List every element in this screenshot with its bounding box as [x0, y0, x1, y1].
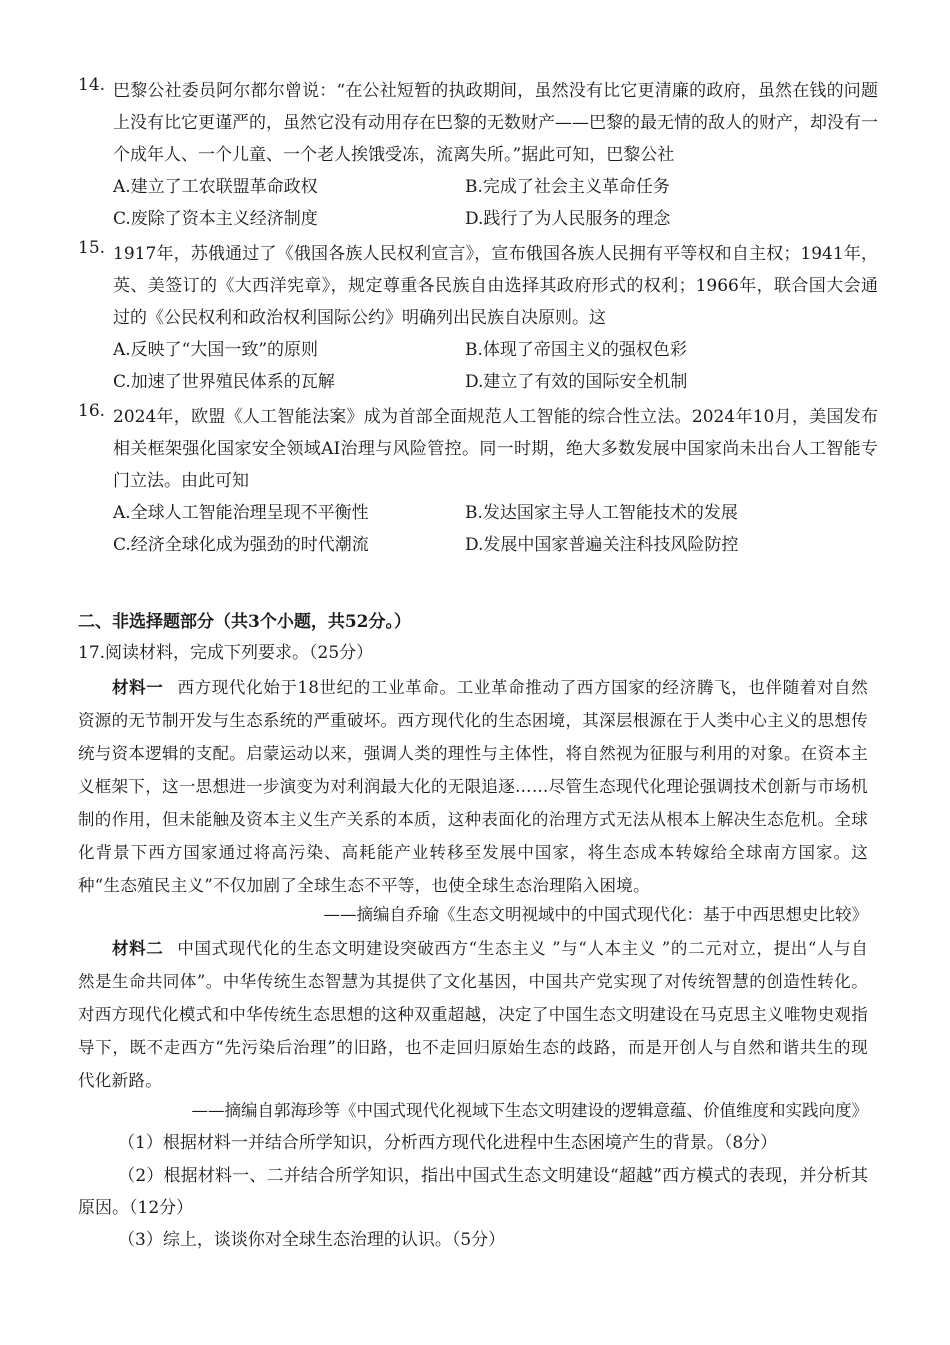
question-stem: 2024年，欧盟《人工智能法案》成为首部全面规范人工智能的综合性立法。2024年10月，美国发布相关框架强化国家安全领域AI治理与风险管控。同一时期，绝大多数发展中国家尚未出台人工智能专门立法。由此可知: [113, 407, 878, 491]
material-one-source: ——摘编自乔瑜《生态文明视域中的中国式现代化：基于中西思想史比较》: [323, 905, 868, 924]
material-label: 材料一: [112, 678, 164, 697]
question-stem: 1917年，苏俄通过了《俄国各族人民权利宣言》，宣布俄国各族人民拥有平等权和自主权；1941年，英、美签订的《大西洋宪章》，规定尊重各民族自由选择其政府形式的权利；1966年，联合国大会通过的《公民权利和政治权利国际公约》明确列出民族自决原则。这: [113, 244, 878, 328]
material-label: 材料二: [112, 939, 164, 958]
option-d: D.建立了有效的国际安全机制: [465, 372, 688, 392]
question-15: [78, 238, 878, 398]
material-one: [78, 671, 868, 902]
option-b: B.发达国家主导人工智能技术的发展: [465, 503, 738, 523]
option-c: C.经济全球化成为强劲的时代潮流: [113, 535, 369, 555]
question-number: 16.: [78, 401, 106, 421]
material-text: 中国式现代化的生态文明建设突破西方“生态主义 ”与“人本主义 ”的二元对立，提出“人与自然是生命共同体”。中华传统生态智慧为其提供了文化基因，中国共产党实现了对传统智慧的创造性转化。对西方现代化模式和中华传统生态思想的这种双重超越，决定了中国生态文明建设在马克思主义唯物史观指导下，既不走西方“先污染后治理”的旧路，也不走回归原始生态的歧路，而是开创人与自然和谐共生的现代化新路。: [78, 939, 868, 1090]
option-a: A.建立了工农联盟革命政权: [113, 177, 318, 197]
option-d: D.践行了为人民服务的理念: [465, 209, 671, 229]
option-a: A.反映了“大国一致”的原则: [113, 340, 319, 360]
material-two-source: ——摘编自郭海珍等《中国式现代化视域下生态文明建设的逻辑意蕴、价值维度和实践向度》: [191, 1101, 868, 1120]
options: [113, 171, 878, 235]
option-b: B.体现了帝国主义的强权色彩: [465, 340, 687, 360]
material-text: 西方现代化始于18世纪的工业革命。工业革命推动了西方国家的经济腾飞，也伴随着对自然资源的无节制开发与生态系统的严重破坏。西方现代化的生态困境，其深层根源在于人类中心主义的思想传统与资本逻辑的支配。启蒙运动以来，强调人类的理性与主体性，将自然视为征服与利用的对象。在资本主义框架下，这一思想进一步演变为对利润最大化的无限追逐……尽管生态现代化理论强调技术创新与市场机制的作用，但未能触及资本主义生产关系的本质，这种表面化的治理方式无法从根本上解决生态危机。全球化背景下西方国家通过将高污染、高耗能产业转移至发展中国家，将生态成本转嫁给全球南方国家。这种“生态殖民主义”不仅加剧了全球生态不平等，也使全球生态治理陷入困境。: [78, 678, 869, 895]
sub-question-3: （3）综上，谈谈你对全球生态治理的认识。（5分）: [118, 1230, 506, 1250]
options: [113, 334, 878, 398]
option-b: B.完成了社会主义革命任务: [465, 177, 670, 197]
option-d: D.发展中国家普遍关注科技风险防控: [465, 535, 739, 555]
question-17-header: 17.阅读材料，完成下列要求。（25分）: [78, 643, 374, 663]
question-14: [78, 75, 878, 235]
sub-question-2: （2）根据材料一、二并结合所学知识，指出中国式生态文明建设“超越”西方模式的表现，并分析其原因。（12分）: [78, 1166, 868, 1218]
question-number: 14.: [78, 75, 106, 95]
option-c: C.废除了资本主义经济制度: [113, 209, 318, 229]
question-number: 15.: [78, 238, 106, 258]
section-title: 二、非选择题部分（共3个小题，共52分。）: [78, 612, 411, 632]
question-16: [78, 401, 878, 561]
option-a: A.全球人工智能治理呈现不平衡性: [113, 503, 369, 523]
question-stem: 巴黎公社委员阿尔都尔曾说：“在公社短暂的执政期间，虽然没有比它更清廉的政府，虽然在钱的问题上没有比它更谨严的，虽然它没有动用存在巴黎的无数财产——巴黎的最无情的敌人的财产，却没有一个成年人、一个儿童、一个老人挨饿受冻，流离失所。”据此可知，巴黎公社: [113, 81, 878, 165]
sub-question-1: （1）根据材料一并结合所学知识，分析西方现代化进程中生态困境产生的背景。（8分）: [118, 1133, 778, 1153]
material-two: [78, 932, 868, 1097]
option-c: C.加速了世界殖民体系的瓦解: [113, 372, 335, 392]
options: [113, 497, 878, 561]
